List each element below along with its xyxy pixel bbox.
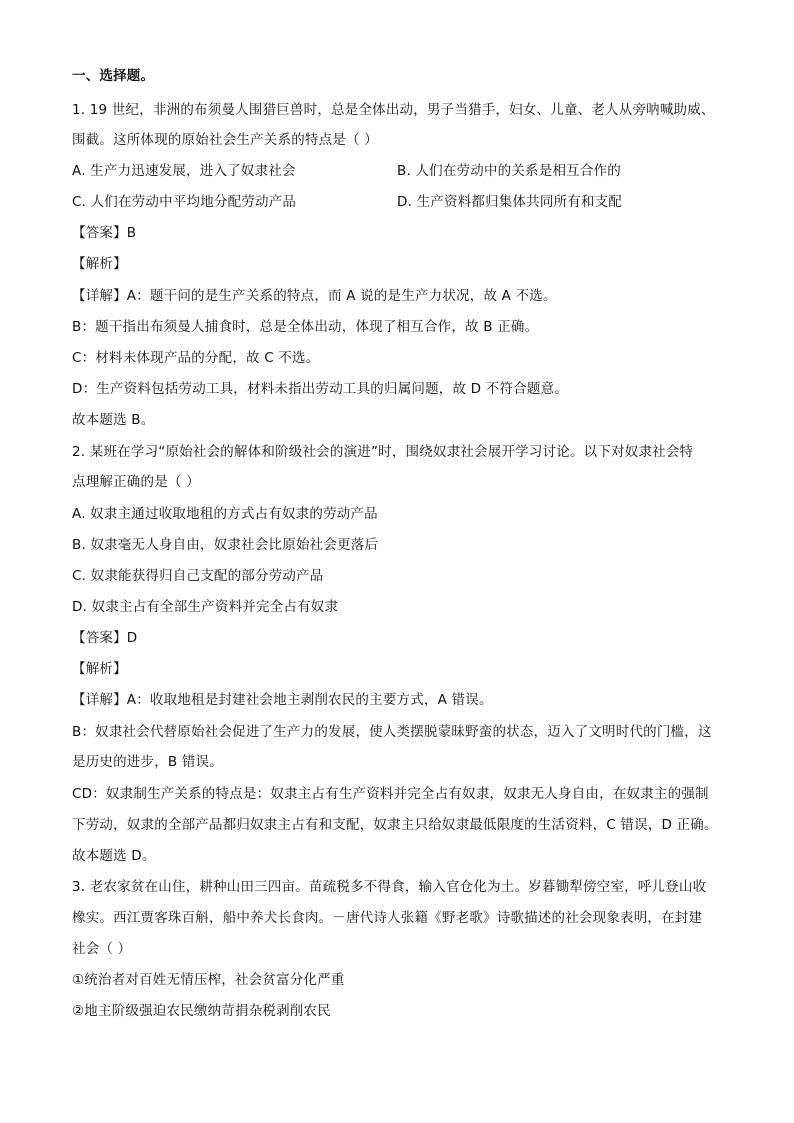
q2-detail-1: 【详解】A：收取地租是封建社会地主剥削农民的主要方式，A 错误。 xyxy=(72,692,493,708)
q1-option-b: B. 人们在劳动中的关系是相互合作的 xyxy=(397,163,621,179)
q1-stem-line1: 1. 19 世纪，非洲的布须曼人围猎巨兽时，总是全体出动，男子当猎手，妇女、儿童、老人从旁呐喊助威、 xyxy=(72,102,715,118)
q2-analysis-label: 【解析】 xyxy=(72,661,127,677)
q1-option-d: D. 生产资料都归集体共同所有和支配 xyxy=(397,194,623,210)
q1-detail-4: D：生产资料包括劳动工具，材料未指出劳动工具的归属问题，故 D 不符合题意。 xyxy=(72,381,568,397)
q3-stem-line2: 橡实。西江贾客珠百斛，船中养犬长食肉。－唐代诗人张籍《野老歌》诗歌描述的社会现象表明，在封建 xyxy=(72,910,703,926)
q3-stem-line3: 社会（ ） xyxy=(72,941,132,957)
q1-analysis-label: 【解析】 xyxy=(72,256,127,272)
q1-answer: 【答案】B xyxy=(72,225,137,241)
q2-option-a: A. 奴隶主通过收取地租的方式占有奴隶的劳动产品 xyxy=(72,506,378,522)
q2-detail-3: 是历史的进步，B 错误。 xyxy=(72,754,223,770)
q2-option-c: C. 奴隶能获得归自己支配的部分劳动产品 xyxy=(72,568,324,584)
q2-detail-5: 下劳动，奴隶的全部产品都归奴隶主占有和支配，奴隶主只给奴隶最低限度的生活资料，C 错误，D 正确。 xyxy=(72,817,718,833)
q2-stem-line2: 点理解正确的是（ ） xyxy=(72,474,200,490)
q1-option-a: A. 生产力迅速发展，进入了奴隶社会 xyxy=(72,163,296,179)
q2-conclusion: 故本题选 D。 xyxy=(72,848,156,864)
q2-option-d: D. 奴隶主占有全部生产资料并完全占有奴隶 xyxy=(72,599,339,615)
q2-option-b: B. 奴隶毫无人身自由，奴隶社会比原始社会更落后 xyxy=(72,537,379,553)
q3-item-2: ②地主阶级强迫农民缴纳苛捐杂税剥削农民 xyxy=(72,1003,331,1019)
section-title: 一、选择题。 xyxy=(72,68,155,84)
q3-item-1: ①统治者对百姓无情压榨，社会贫富分化严重 xyxy=(72,972,345,988)
q1-detail-1: 【详解】A：题干问的是生产关系的特点，而 A 说的是生产力状况，故 A 不选。 xyxy=(72,288,557,304)
q2-detail-2: B：奴隶社会代替原始社会促进了生产力的发展，使人类摆脱蒙昧野蛮的状态，迈入了文明时代的门槛，这 xyxy=(72,724,712,740)
q2-detail-4: CD：奴隶制生产关系的特点是：奴隶主占有生产资料并完全占有奴隶，奴隶无人身自由，在奴隶主的强制 xyxy=(72,786,709,802)
q1-conclusion: 故本题选 B。 xyxy=(72,412,155,428)
q2-stem-line1: 2. 某班在学习“原始社会的解体和阶级社会的演进”时，围绕奴隶社会展开学习讨论。以下对奴隶社会特 xyxy=(72,444,694,460)
q2-answer: 【答案】D xyxy=(72,630,138,646)
q1-stem-line2: 围截。这所体现的原始社会生产关系的特点是（ ） xyxy=(72,132,378,148)
q1-option-c: C. 人们在劳动中平均地分配劳动产品 xyxy=(72,194,297,210)
q1-detail-3: C：材料未体现产品的分配，故 C 不选。 xyxy=(72,350,320,366)
q1-detail-2: B：题干指出布须曼人捕食时，总是全体出动，体现了相互合作，故 B 正确。 xyxy=(72,319,539,335)
q3-stem-line1: 3. 老农家贫在山住，耕种山田三四亩。苗疏税多不得食，输入官仓化为土。岁暮锄犁傍空室，呼儿登山收 xyxy=(72,879,707,895)
